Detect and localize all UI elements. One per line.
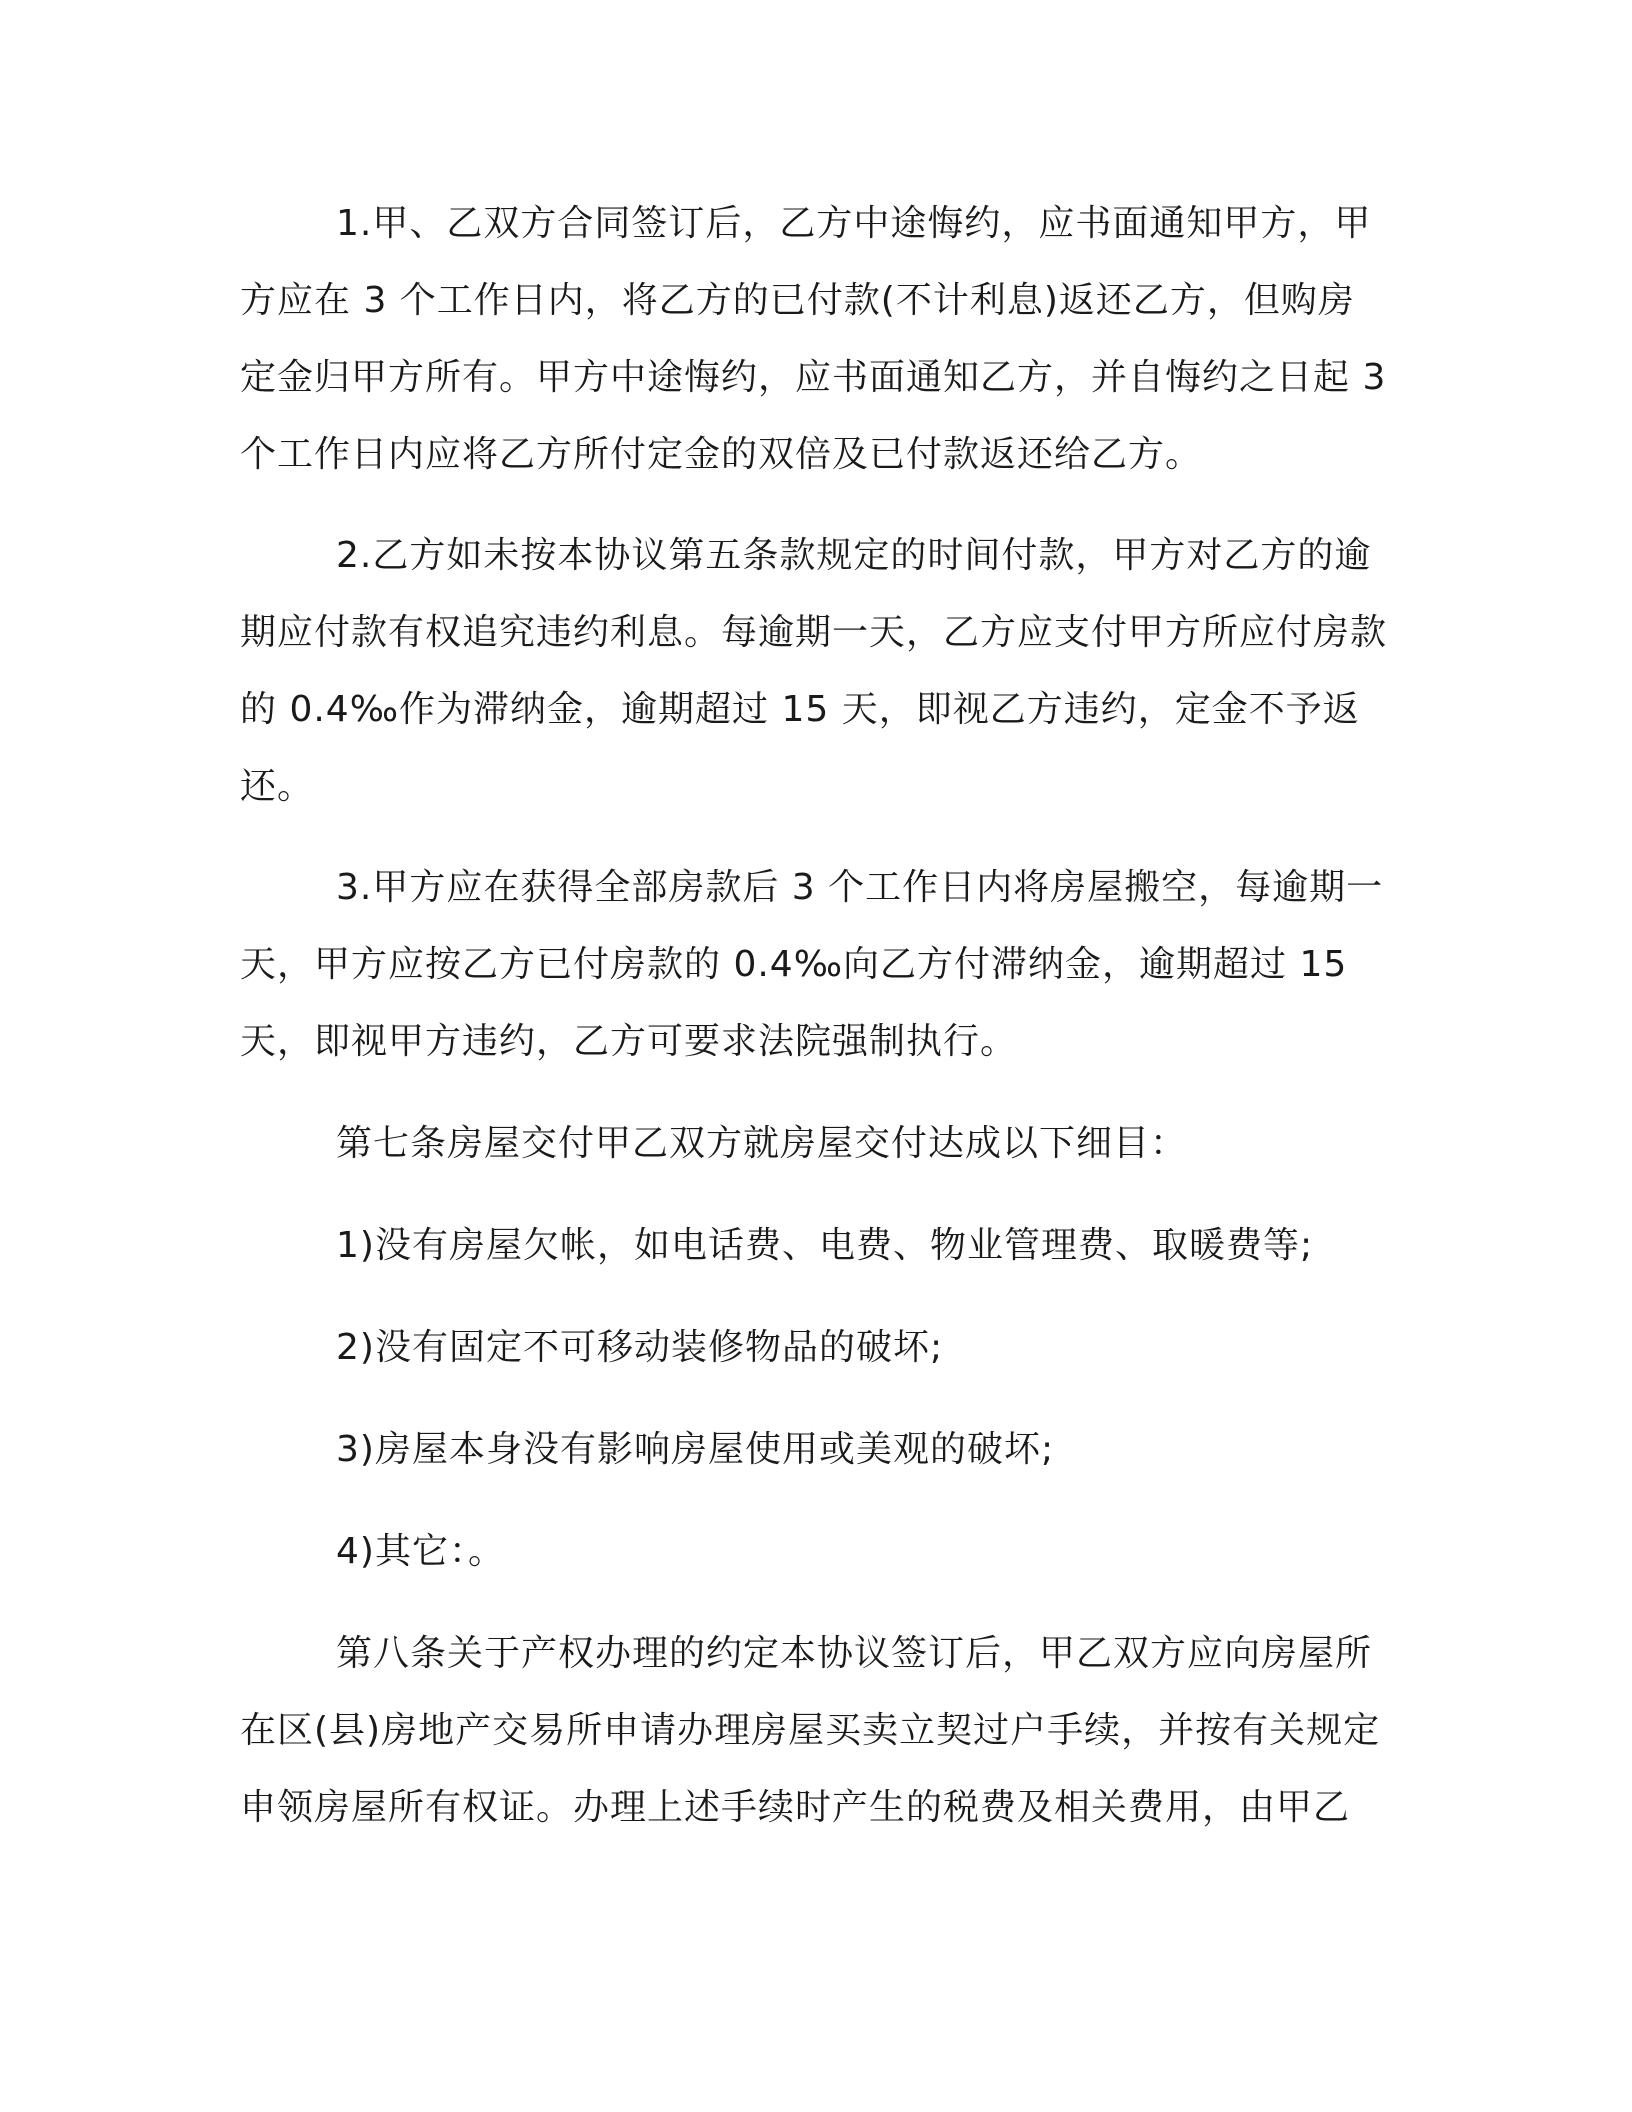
- list-item-1: 1)没有房屋欠帐，如电话费、电费、物业管理费、取暖费等;: [336, 1225, 1314, 1266]
- paragraph-gap: [240, 1080, 1390, 1105]
- paragraph-gap: [240, 493, 1390, 517]
- paragraph-gap: [240, 1386, 1390, 1411]
- list-item-4: 4)其它：。: [336, 1531, 505, 1572]
- paragraph-gap: [240, 1284, 1390, 1309]
- article-eight-paragraph: 第八条关于产权办理的约定本协议签订后，甲乙双方应向房屋所在区(县)房地产交易所申请办理房屋买卖立契过户手续，并按有关规定申领房屋所有权证。办理上述手续时产生的税费及相关费用，由甲乙: [240, 1633, 1381, 1828]
- clause-paragraph-2: 2.乙方如未按本协议第五条款规定的时间付款，甲方对乙方的逾期应付款有权追究违约利息。每逾期一天，乙方应支付甲方所应付房款的 0.4‰作为滞纳金，逾期超过 15 天，即视乙方违约，定金不予返还。: [240, 535, 1388, 807]
- article-seven-heading: 第七条房屋交付甲乙双方就房屋交付达成以下细目：: [336, 1123, 1188, 1164]
- paragraph-gap: [240, 825, 1390, 849]
- paragraph-gap: [240, 1182, 1390, 1207]
- clause-paragraph-3: 3.甲方应在获得全部房款后 3 个工作日内将房屋搬空，每逾期一天，甲方应按乙方已付房款的 0.4‰向乙方付滞纳金，逾期超过 15 天，即视甲方违约，乙方可要求法院强制执行。: [240, 867, 1384, 1062]
- document-page: [240, 185, 1390, 1846]
- list-item-3: 3)房屋本身没有影响房屋使用或美观的破坏;: [336, 1429, 1055, 1470]
- list-item-2: 2)没有固定不可移动装修物品的破坏;: [336, 1327, 944, 1368]
- paragraph-gap: [240, 1488, 1390, 1513]
- paragraph-gap: [240, 1590, 1390, 1615]
- clause-paragraph-1: 1.甲、乙双方合同签订后，乙方中途悔约，应书面通知甲方，甲方应在 3 个工作日内，将乙方的已付款(不计利息)返还乙方，但购房定金归甲方所有。甲方中途悔约，应书面通知乙方，并自悔约之日起 3 个工作日内应将乙方所付定金的双倍及已付款返还给乙方。: [240, 203, 1387, 475]
